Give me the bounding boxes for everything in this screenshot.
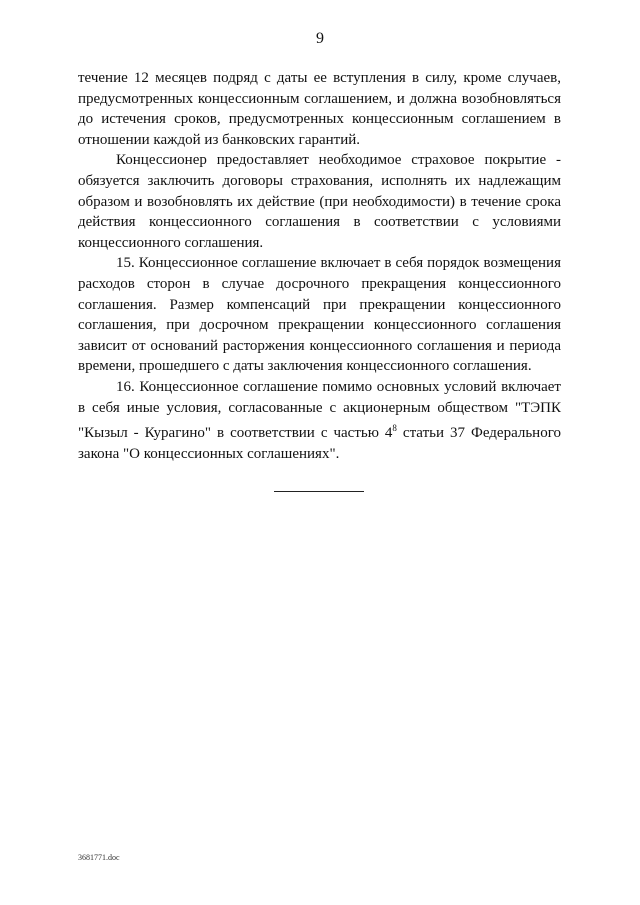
paragraph-16-text-after: статьи 37 Федерального закона "О концессионных соглашениях".: [78, 425, 561, 462]
paragraph-16-superscript: 8: [392, 423, 397, 434]
paragraph-bank-guarantee-continuation: течение 12 месяцев подряд с даты ее вступления в силу, кроме случаев, предусмотренных концессионным соглашением, и должна возобновляться до истечения сроков, предусмотренных концессионным соглашением в отношении каждой из банковских гарантий.: [78, 70, 561, 148]
paragraph-15-compensation: 15. Концессионное соглашение включает в себя порядок возмещения расходов сторон в случае досрочного прекращения концессионного соглашения. Размер компенсаций при прекращении концессионного соглашения, при досрочном прекращении концессионного соглашения зависит от оснований расторжения концессионного соглашения и периода времени, прошедшего с даты заключения концессионного соглашения.: [78, 255, 561, 375]
paragraph-16-other-conditions: [78, 377, 561, 464]
paragraph-16-text-before: 16. Концессионное соглашение помимо основных условий включает в себя иные условия, согласованные с акционерным обществом "ТЭПК "Кызыл - Курагино" в соответствии с частью 4: [78, 378, 561, 442]
paragraph-insurance-coverage: Концессионер предоставляет необходимое страховое покрытие - обязуется заключить договоры страхования, исполнять их надлежащим образом и возобновлять их действие (при необходимости) в течение срока действия концессионного соглашения в соответствии с условиями концессионного соглашения.: [78, 152, 561, 251]
page-number: 9: [316, 30, 324, 47]
footer-filename: 3681771.doc: [78, 853, 120, 862]
document-body: [78, 68, 561, 464]
end-divider-line: [274, 491, 364, 492]
